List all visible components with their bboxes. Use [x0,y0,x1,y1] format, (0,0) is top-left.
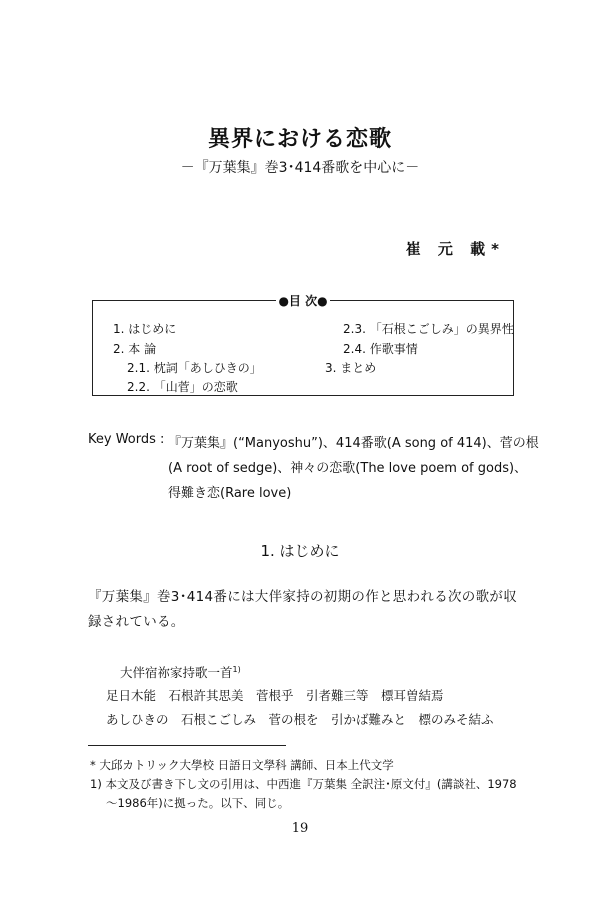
footnote-ref: 1) [232,664,241,674]
author-name: 崔 元 載* [405,240,505,258]
toc-item: 1. はじめに [113,322,177,336]
footnote-divider [88,745,286,746]
section-heading: 1. はじめに [260,542,340,560]
poem-original-line: 足日木能 石根許其思美 菅根乎 引者難三等 標耳曽結焉 [106,688,444,703]
poem-reading-line: あしひきの 石根こごしみ 菅の根を 引かば難みと 標のみそ結ふ [106,712,494,727]
keywords-line: 得難き恋(Rare love) [168,486,292,501]
footnote: 1) 本文及び書き下し文の引用は、中西進『万葉集 全訳注･原文付』(講談社、1978 [90,777,517,791]
paper-subtitle: －『万葉集』巻3･414番歌を中心に－ [180,160,420,176]
toc-item: 2.4. 作歌事情 [343,342,418,356]
poem-heading: 大伴宿祢家持歌一首$^{1)}$ [120,664,241,680]
toc-item: 2.1. 枕詞「あしひきの」 [127,361,262,375]
toc-item: 3. まとめ [325,361,377,375]
footnote: * 大邱カトリック大學校 日語日文學科 講師、日本上代文学 [90,758,394,772]
toc-item: 2.2. 「山菅」の恋歌 [127,380,238,394]
toc-item: 2. 本 論 [113,342,157,356]
keywords-line: 『万葉集』(“Manyoshu”)、414番歌(A song of 414)、菅の根 [168,436,539,451]
keywords-line: (A root of sedge)、神々の恋歌(The love poem of gods)、 [168,461,528,476]
body-text-line: 録されている。 [88,614,185,630]
table-of-contents [92,294,514,396]
footnote: ～1986年)に拠った。以下、同じ。 [106,796,290,810]
page-number: 19 [291,821,309,836]
body-text-line: 『万葉集』巻3･414番には大伴家持の初期の作と思われる次の歌が収 [88,589,518,605]
paper-title: 異界における恋歌 [207,127,392,152]
keywords-label: Key Words : [88,432,165,447]
toc-item: 2.3. 「石根こごしみ」の異界性 [343,322,514,336]
toc-label: ●目 次● [278,294,328,308]
